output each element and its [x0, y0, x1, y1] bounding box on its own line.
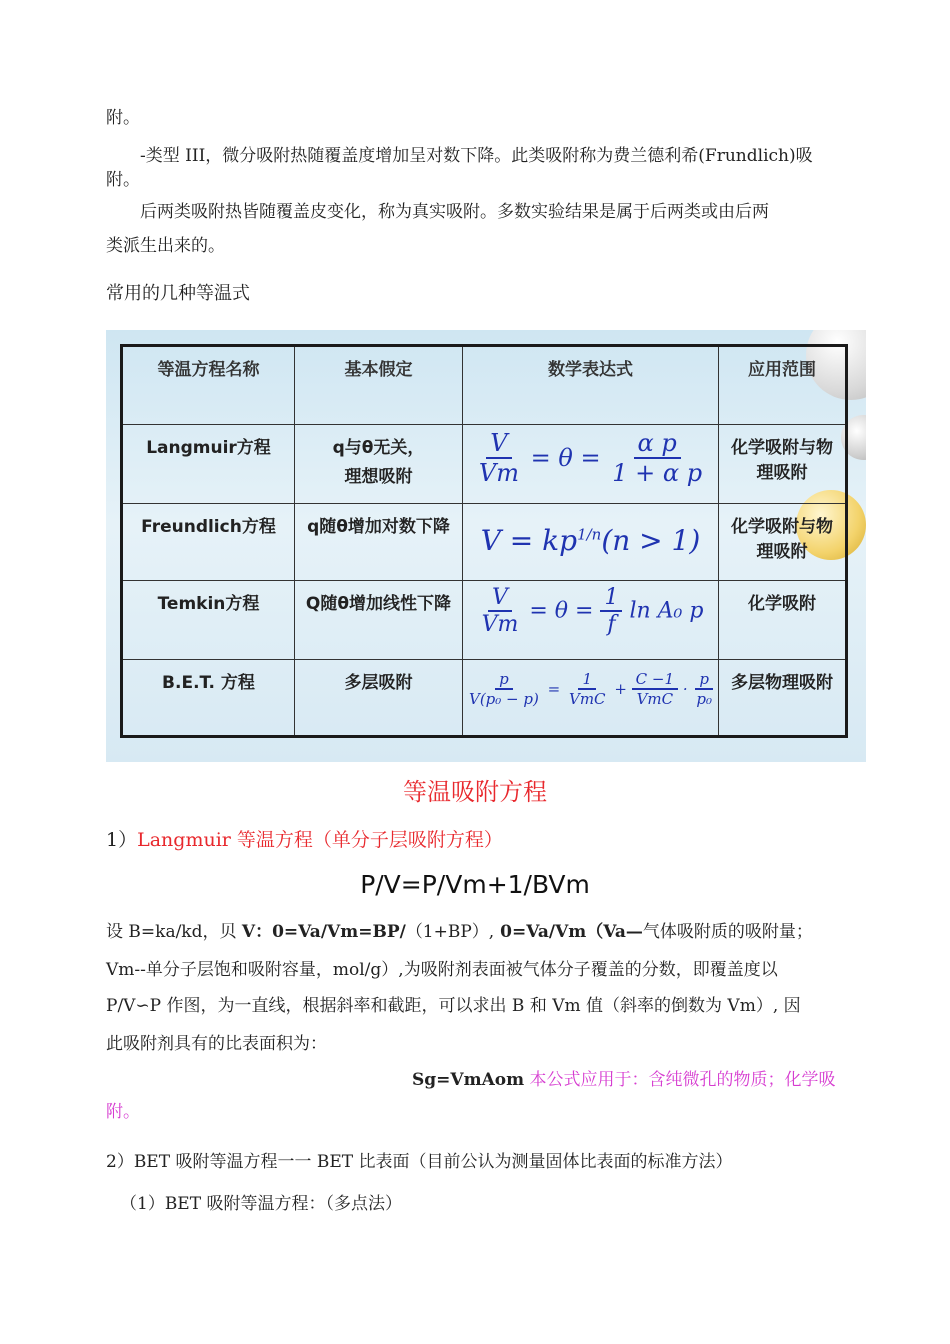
- formula-temkin: [463, 581, 719, 660]
- formula-part: 1/n: [577, 525, 602, 544]
- row-name: Temkin方程: [123, 581, 295, 660]
- header-name: 等温方程名称: [123, 347, 295, 425]
- scope-line: 理吸附: [756, 463, 808, 483]
- formula-freundlich: [463, 504, 719, 581]
- row-name: Freundlich方程: [123, 504, 295, 581]
- text-span: 气体吸附质的吸附量；: [642, 922, 813, 942]
- assumption-line: 理想吸附: [344, 467, 413, 487]
- isotherm-table: [120, 344, 848, 738]
- formula-part: +: [614, 680, 627, 698]
- formula-langmuir: [463, 425, 719, 504]
- row-scope: [719, 581, 845, 660]
- para2-line2: 附。: [106, 170, 140, 190]
- assumption-line: 多层吸附: [344, 673, 413, 693]
- formula-part: Vm: [481, 612, 519, 637]
- header-assumption: 基本假定: [295, 347, 463, 425]
- row-assumption: [295, 425, 463, 504]
- formula-part: V(p₀ − p): [468, 690, 539, 708]
- formula-bet: [463, 660, 719, 735]
- section-heading: 常用的几种等温式: [106, 283, 250, 304]
- scope-line: 多层物理吸附: [731, 673, 833, 693]
- text-span: V：0=Va/Vm=BP/: [241, 922, 406, 942]
- item1-title: Langmuir 等温方程（单分子层吸附方程）: [137, 829, 503, 851]
- row-name: Langmuir方程: [123, 425, 295, 504]
- row-scope: [719, 504, 845, 581]
- formula-part: (n > 1): [601, 524, 701, 557]
- sg-formula: Sg=VmAom: [412, 1070, 525, 1090]
- row-assumption: [295, 660, 463, 735]
- formula-part: ·: [682, 680, 688, 698]
- row-scope: [719, 660, 845, 735]
- body-line2: Vm--单分子层饱和吸附容量，mol/g）,为吸附剂表面被气体分子覆盖的分数，即覆盖度以: [106, 960, 778, 980]
- row-assumption: [295, 504, 463, 581]
- header-formula: 数学表达式: [463, 347, 719, 425]
- formula-part: C −1: [632, 670, 678, 690]
- para2-line1: -类型 III，微分吸附热随覆盖度增加呈对数下降。此类吸附称为费兰德利希(Frundlich)吸: [140, 146, 813, 166]
- sg-note-line2: 附。: [106, 1102, 140, 1122]
- scope-line: 化学吸附与物: [731, 517, 833, 537]
- formula-part: f: [607, 612, 616, 637]
- formula-part: V: [488, 585, 512, 612]
- item1-heading: [106, 828, 503, 852]
- formula-part: p: [695, 670, 713, 690]
- text-span: 设 B=ka/kd，贝: [106, 922, 242, 942]
- item2-heading: 2）BET 吸附等温方程一一 BET 比表面（目前公认为测量固体比表面的标准方法）: [106, 1152, 733, 1172]
- assumption-line: q与θ无关，: [332, 438, 425, 458]
- formula-part: α p: [634, 429, 681, 459]
- langmuir-linear-formula: P/V=P/Vm+1/BVm: [360, 870, 590, 899]
- isotherm-table-image: [106, 330, 866, 762]
- formula-part: = θ =: [530, 444, 601, 472]
- para3-line1: 后两类吸附热皆随覆盖皮变化，称为真实吸附。多数实验结果是属于后两类或由后两: [140, 202, 769, 222]
- body-line4: 此吸附剂具有的比表面积为：: [106, 1034, 327, 1054]
- row-assumption: [295, 581, 463, 660]
- formula-part: VmC: [636, 690, 674, 708]
- item2-subheading: （1）BET 吸附等温方程：（多点法）: [120, 1194, 402, 1214]
- formula-part: V = kp: [480, 524, 578, 557]
- item1-prefix: 1）: [106, 829, 138, 851]
- assumption-line: Q随θ增加线性下降: [305, 594, 452, 614]
- formula-part: = θ =: [529, 598, 594, 624]
- formula-part: 1 + α p: [612, 459, 703, 487]
- scope-line: 化学吸附与物: [731, 438, 833, 458]
- header-scope: 应用范围: [719, 347, 845, 425]
- row-name: B.E.T. 方程: [123, 660, 295, 735]
- formula-part: Vm: [478, 459, 520, 487]
- text-span: （1+BP）,: [405, 922, 495, 942]
- main-title: 等温吸附方程: [403, 778, 547, 806]
- formula-part: ln A₀ p: [629, 598, 704, 624]
- formula-part: 1: [578, 670, 596, 690]
- para3-line2: 类派生出来的。: [106, 236, 225, 256]
- assumption-line: q随θ增加对数下降: [307, 517, 450, 537]
- sg-line: [412, 1068, 836, 1092]
- formula-part: V: [486, 429, 511, 459]
- body-line1: [106, 920, 813, 944]
- row-scope: [719, 425, 845, 504]
- formula-part: VmC: [568, 690, 606, 708]
- body-line3: P/V∽P 作图，为一直线，根据斜率和截距，可以求出 B 和 Vm 值（斜率的倒数为 Vm）, 因: [106, 996, 801, 1016]
- text-span: 0=Va/Vm（Va—: [494, 922, 643, 942]
- para1-tail: 附。: [106, 108, 140, 128]
- sg-note: 本公式应用于：含纯微孔的物质；化学吸: [524, 1070, 836, 1090]
- formula-part: p: [495, 670, 513, 690]
- formula-part: 1: [600, 585, 622, 612]
- formula-part: =: [547, 680, 561, 698]
- scope-line: 化学吸附: [748, 594, 816, 614]
- scope-line: 理吸附: [756, 542, 808, 562]
- formula-part: p₀: [696, 690, 712, 708]
